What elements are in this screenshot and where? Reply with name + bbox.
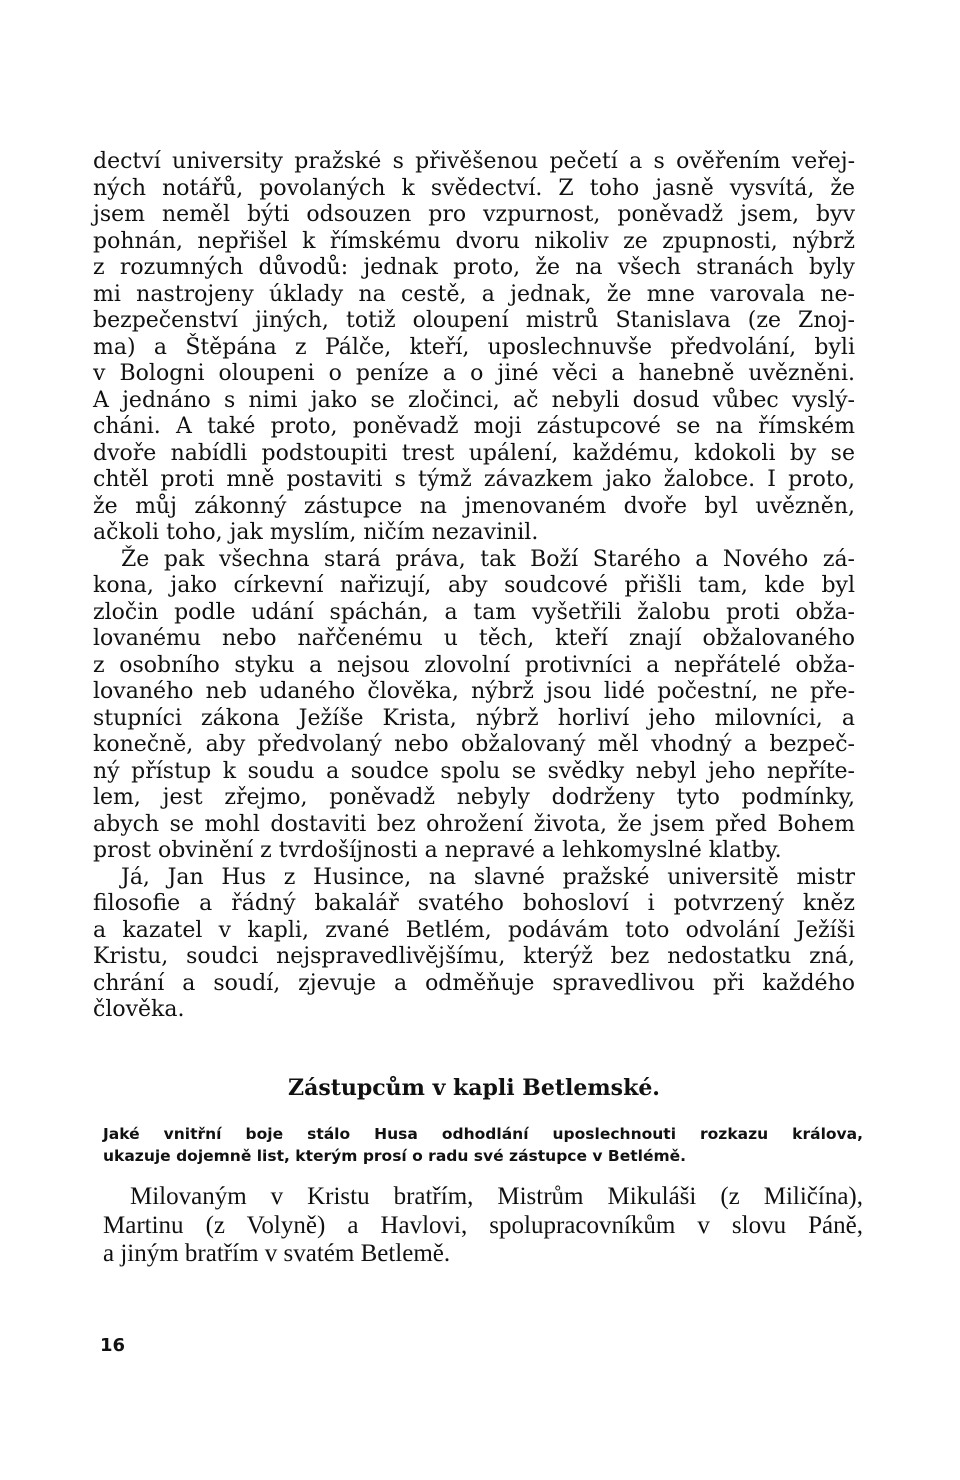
letter-line: Martinu (z Volyně) a Havlovi, spolupracovníkům v slovu Páně, [103, 1211, 863, 1239]
text-line: chtěl proti mně postaviti s týmž závazkem jako žalobce. I proto, [93, 467, 855, 492]
text-line: ma) a Štěpána z Pálče, kteří, uposlechnuvše předvolání, byli [93, 334, 855, 360]
text-line: abych se mohl dostaviti bez ohrožení života, že jsem před Bohem [93, 811, 855, 837]
text-line: Kristu, soudci nejspravedlivějšímu, kterýž bez nedostatku zná, [93, 944, 855, 969]
text-line: ačkoli toho, jak myslím, ničím nezavinil. [93, 520, 539, 545]
text-line: ných notářů, povolaných k svědectví. Z toho jasně vysvítá, že [93, 175, 855, 201]
text-line: dvoře nabídli podstoupiti trest upálení, každému, kdokoli by se [93, 440, 855, 466]
text-line: zločin podle udání spáchán, a tam vyšetřili žalobu proti obža- [93, 599, 855, 625]
text-line: filosofie a řádný bakalář svatého bohosloví i potvrzený kněz [93, 891, 855, 916]
text-line: kona, jako církevní nařizují, aby soudcové přišli tam, kde byl [93, 573, 855, 598]
paragraph-2 [93, 547, 855, 865]
paragraph-3 [93, 865, 855, 1024]
paragraph-1 [93, 149, 855, 547]
text-line: jsem neměl býti odsouzen pro vzpurnost, poněvadž jsem, byv [93, 202, 855, 227]
intro-line: Jaké vnitřní boje stálo Husa odhodlání uposlechnouti rozkazu králova, [103, 1125, 863, 1143]
text-line: ný přístup k soudu a soudce spolu se svědky nebyl jeho nepříte- [93, 758, 855, 784]
text-line: mi nastrojeny úklady na cestě, a jednak, že mne varovala ne- [93, 281, 855, 307]
text-line: dectví university pražské s přivěšenou pečetí a s ověřením veřej- [93, 149, 855, 174]
main-text [93, 149, 855, 1024]
letter-line: Milovaným v Kristu bratřím, Mistrům Mikuláši (z Miličína), [130, 1183, 863, 1210]
text-line: Že pak všechna stará práva, tak Boží Starého a Nového zá- [121, 546, 855, 572]
text-line: lem, jest zřejmo, poněvadž nebyly dodrženy tyto podmínky, [93, 785, 855, 810]
text-line: lovanému nebo nařčenému u těch, kteří znají obžalovaného [93, 626, 855, 651]
letter-line: a jiným bratřím v svatém Betlemě. [103, 1240, 451, 1267]
letter-opening [103, 1183, 863, 1269]
text-line: Já, Jan Hus z Husince, na slavné pražské universitě mistr [121, 864, 855, 890]
intro-line: ukazuje dojemně list, kterým prosí o radu své zástupce v Betlémě. [103, 1147, 687, 1165]
text-line: stupníci zákona Ježíše Krista, nýbrž horliví jeho milovníci, a [93, 705, 855, 731]
text-line: konečně, aby předvolaný nebo obžalovaný měl vhodný a bezpeč- [93, 732, 855, 757]
section-heading: Zástupcům v kapli Betlemské. [288, 1075, 660, 1101]
text-line: chrání a soudí, zjevuje a odměňuje spravedlivou při každého [93, 970, 855, 996]
text-line: prost obvinění z tvrdošíjnosti a nepravé a lehkomyslné klatby. [93, 838, 782, 863]
text-line: cháni. A také proto, poněvadž moji zástupcové se na římském [93, 414, 855, 439]
text-line: že můj zákonný zástupce na jmenovaném dvoře byl uvězněn, [93, 493, 855, 519]
text-line: a kazatel v kapli, zvané Betlém, podávám toto odvolání Ježíši [93, 917, 855, 943]
text-line: lovaného neb udaného člověka, nýbrž jsou lidé počestní, ne pře- [93, 679, 855, 704]
text-line: bezpečenství jiných, totiž oloupení mistrů Stanislava (ze Znoj- [93, 308, 855, 333]
text-line: člověka. [93, 997, 185, 1022]
text-line: v Bologni oloupeni o peníze a o jiné věci a hanebně uvězněni. [93, 361, 855, 386]
intro-note [103, 1123, 863, 1167]
text-line: pohnán, nepřišel k římskému dvoru nikoliv ze zpupnosti, nýbrž [93, 228, 855, 254]
text-line: z rozumných důvodů: jednak proto, že na všech stranách byly [93, 255, 855, 280]
text-line: z osobního styku a nejsou zlovolní protivníci a nepřátelé obža- [93, 652, 855, 678]
text-line: A jednáno s nimi jako se zločinci, ač nebyli dosud vůbec vyslý- [93, 387, 855, 413]
page-number: 16 [100, 1335, 126, 1356]
